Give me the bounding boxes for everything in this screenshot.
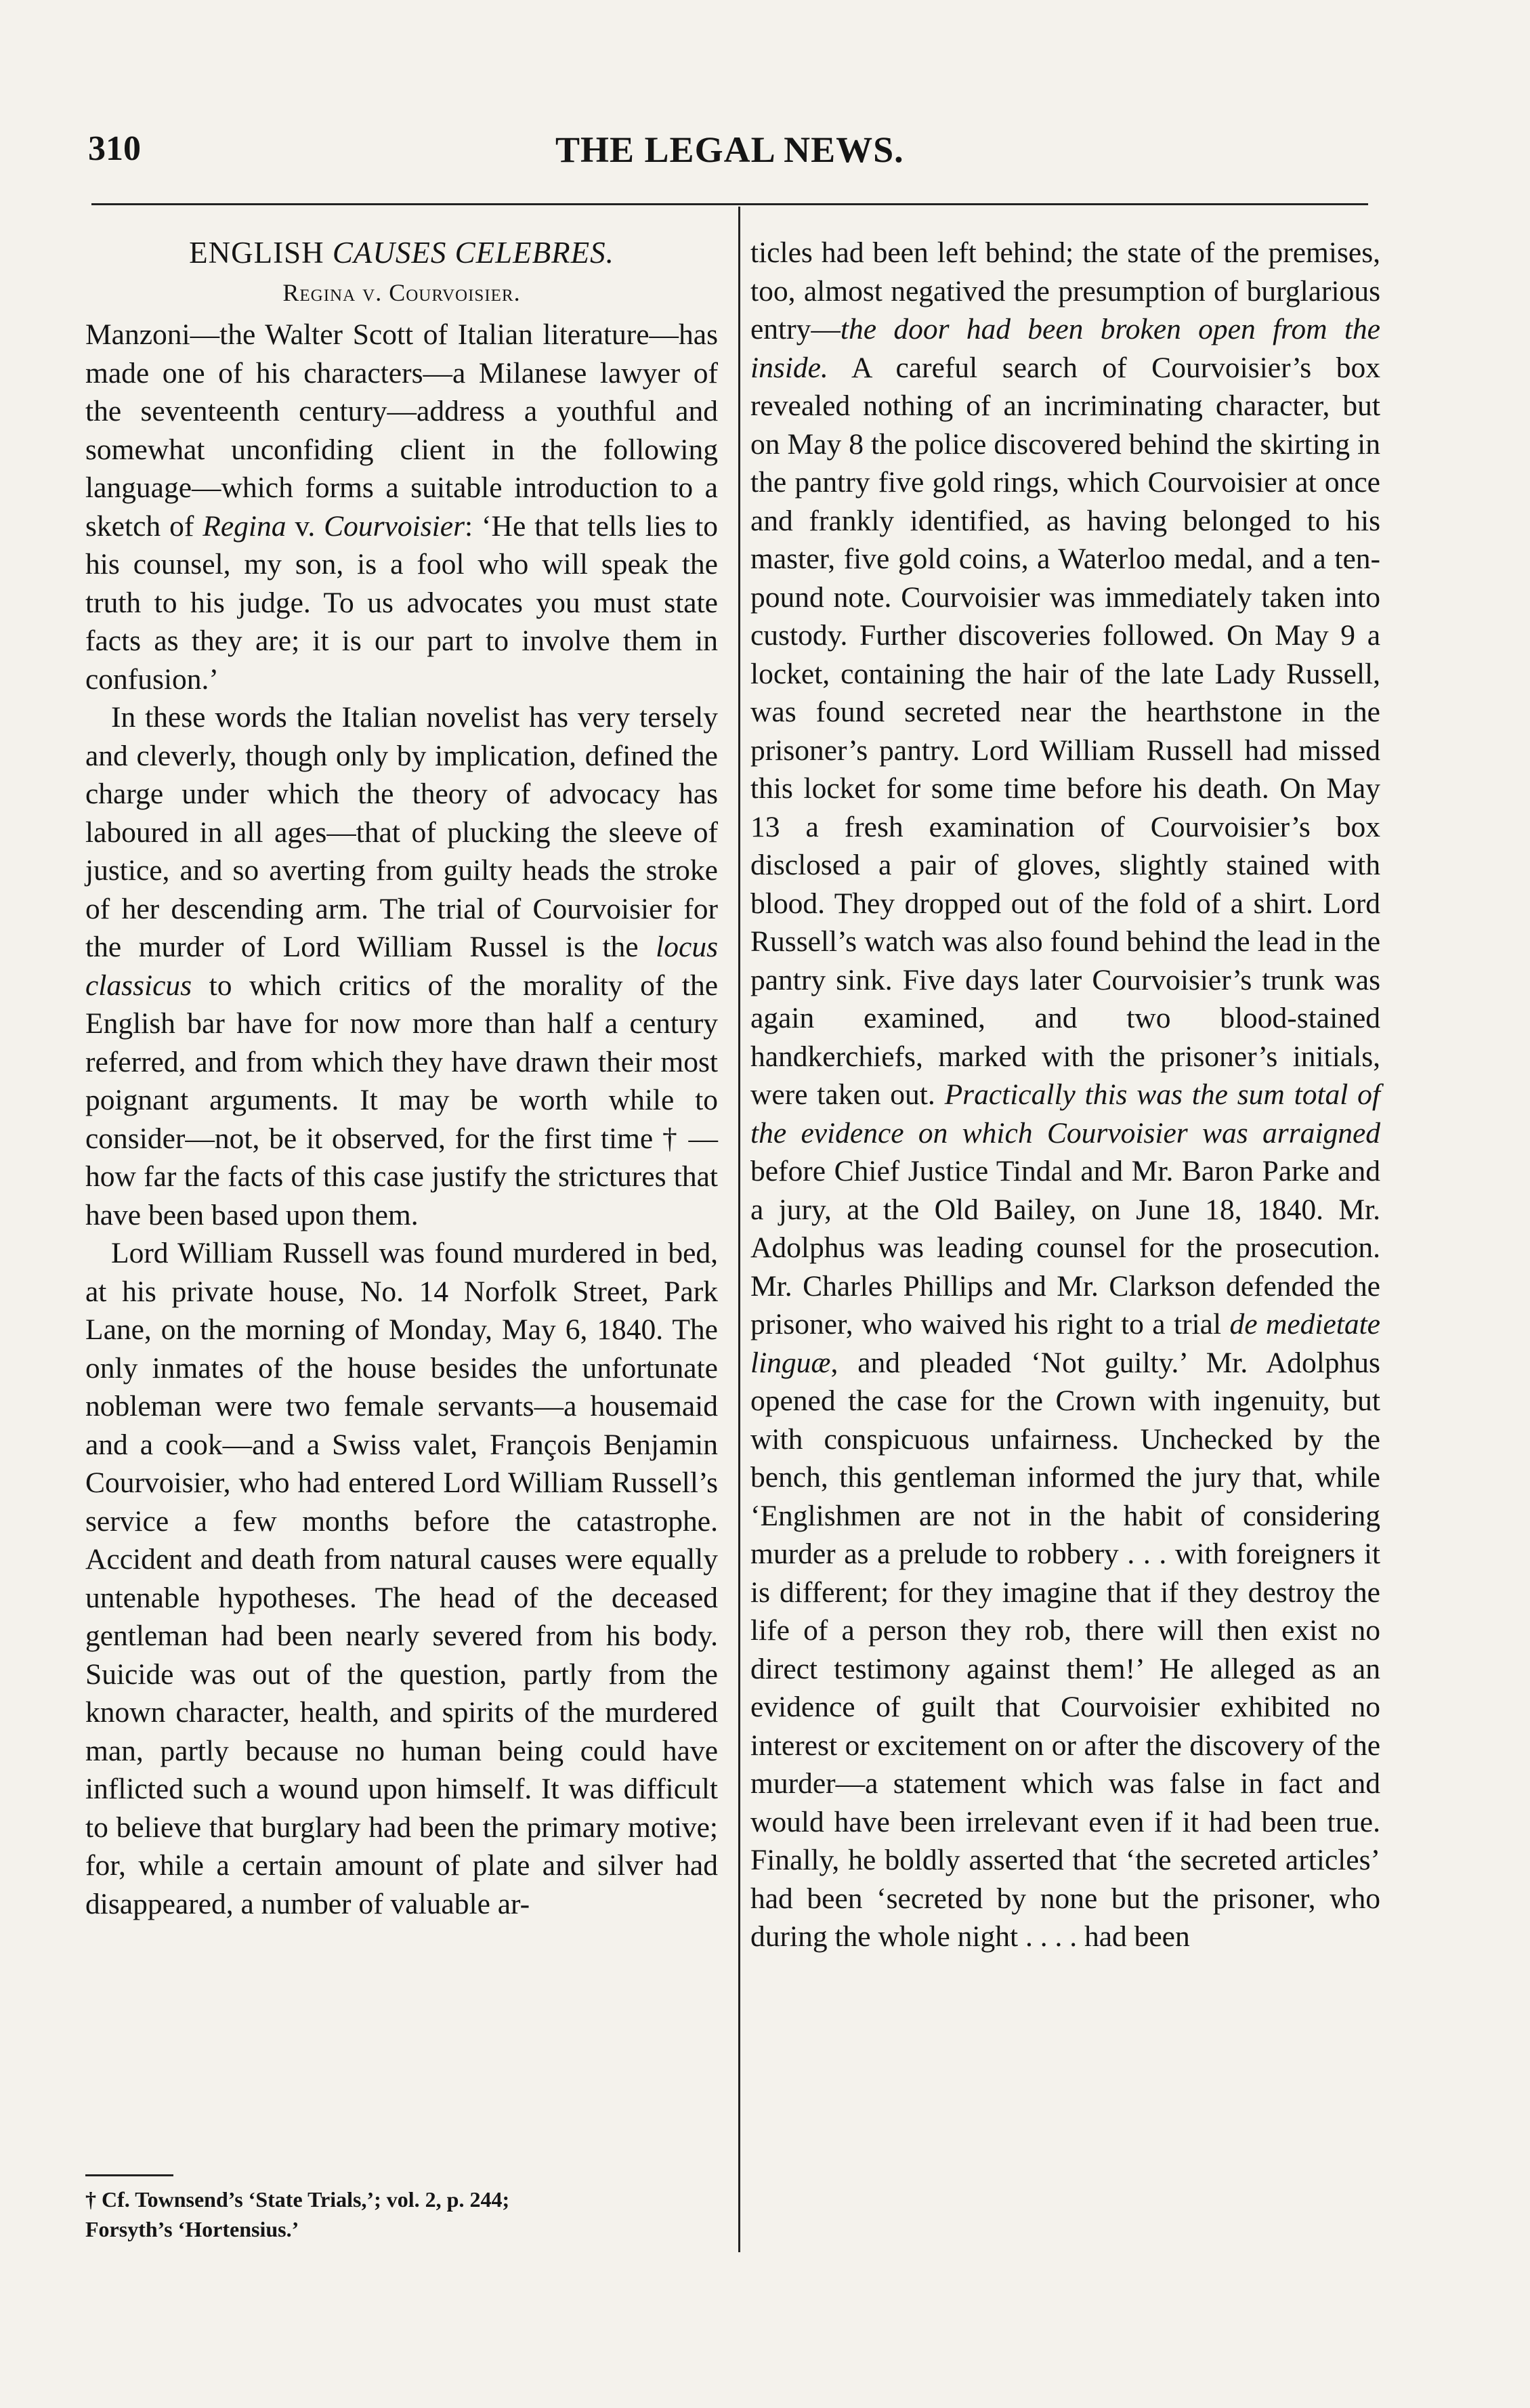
footnote — [85, 2184, 718, 2244]
paragraph-text: In these words the Italian novelist has very tersely and cleverly, though only by implication, defined the charge under which the theory of advocacy has laboured in all ages—that of plucking the sleeve of justice, and so averting from guilty heads the stroke of her descending arm. The trial of Courvoisier for the murder of Lord William Russel is the — [85, 701, 718, 963]
paragraph-text: : ‘He that tells lies to his counsel, my son, is a fool who will speak the truth to his judge. To us advocates you must state facts as they are; it is our part to involve them in confusion.’ — [85, 509, 718, 696]
article-title-plain: ENGLISH — [189, 236, 333, 270]
page-header — [88, 129, 1375, 183]
paragraph-text: v. — [286, 509, 324, 543]
paragraph-text: to which critics of the morality of the English bar have for now more than half a century referred, and from which they have drawn their most poignant arguments. It may be worth while to consider—not, be it observed, for the first time † —how far the facts of this case justify the strictures that have been based upon them. — [85, 969, 718, 1231]
right-column — [750, 234, 1380, 1956]
italic-phrase: locus classicus — [85, 931, 718, 1002]
left-column — [85, 234, 718, 1923]
page-number: 310 — [88, 129, 141, 168]
case-name: Regina — [203, 509, 286, 543]
italic-phrase: de medietate linguæ — [750, 1308, 1380, 1379]
running-title: THE LEGAL NEWS. — [555, 129, 904, 170]
paragraph-2 — [85, 698, 718, 1234]
footnote-rule — [85, 2174, 173, 2176]
article-title-italic: CAUSES CELEBRES. — [332, 236, 614, 270]
paragraph-text: ticles had been left behind; the state of the premises, too, almost negatived the presumption of burglarious entry— — [750, 236, 1380, 345]
column-divider — [738, 207, 740, 2252]
paragraph-text: , and pleaded ‘Not guilty.’ Mr. Adolphus opened the case for the Crown with ingenuity, but with conspicuous unfairness. Unchecked by the bench, this gentleman informed the jury that, while ‘Englishmen are not in the habit of considering murder as a prelude to robbery . . . with foreigners it is different; for they imagine that if they destroy the life of a person they rob, there will then exist no direct testimony against them!’ He alleged as an evidence of guilt that Courvoisier exhibited no interest or excitement on or after the discovery of the murder—a statement which was false in fact and would have been irrelevant even if it had been true. Finally, he boldly asserted that ‘the secreted articles’ had been ‘secreted by none but the prisoner, who during the whole night . . . . had been — [750, 1346, 1380, 1953]
case-name: Courvoisier — [324, 509, 465, 543]
paragraph-3: Lord William Russell was found murdered in bed, at his private house, No. 14 Norfolk Street, Park Lane, on the morning of Monday, May 6, 1840. The only inmates of the house besides the unfortunate nobleman were two female servants—a housemaid and a cook—and a Swiss valet, François Benjamin Courvoisier, who had entered Lord William Russell’s service a few months before the catastrophe. Accident and death from natural causes were equally untenable hypotheses. The head of the deceased gentleman had been nearly severed from his body. Suicide was out of the question, partly from the known character, health, and spirits of the murdered man, partly because no human being could have inflicted such a wound upon himself. It was difficult to believe that burglary had been the primary motive; for, while a certain amount of plate and silver had disappeared, a number of valuable ar- — [85, 1237, 718, 1920]
italic-phrase: Practically this was the sum total of the evidence on which Courvoisier was arraigned — [750, 1078, 1380, 1149]
paragraph-text: A careful search of Courvoisier’s box revealed nothing of an incriminating character, but on May 8 the police discovered behind the skirting in the pantry five gold rings, which Courvoisier at once and frankly identified, as having belonged to his master, five gold coins, a Waterloo medal, and a ten-pound note. Courvoisier was immediately taken into custody. Further discoveries followed. On May 9 a locket, containing the hair of the late Lady Russell, was found secreted near the hearthstone in the prisoner’s pantry. Lord William Russell had missed this locket for some time before his death. On May 13 a fresh examination of Courvoisier’s box disclosed a pair of gloves, slightly stained with blood. They dropped out of the fold of a shirt. Lord Russell’s watch was also found behind the lead in the pantry sink. Five days later Courvoisier’s trunk was again examined, and two blood-stained handkerchiefs, marked with the prisoner’s initials, were taken out. — [750, 351, 1380, 1111]
footnote-line: † Cf. Townsend’s ‘State Trials,’; vol. 2, p. 244; — [85, 2187, 510, 2212]
header-rule — [91, 203, 1368, 205]
article-subtitle: Regina v. Courvoisier. — [282, 278, 521, 306]
paragraph-text: before Chief Justice Tindal and Mr. Baron Parke and a jury, at the Old Bailey, on June 18, 1840. Mr. Adolphus was leading counsel for the prosecution. Mr. Charles Phillips and Mr. Clarkson defended the prisoner, who waived his right to a trial — [750, 1155, 1380, 1340]
paragraph-text: Manzoni—the Walter Scott of Italian literature—has made one of his characters—a Milanese lawyer of the seventeenth century—address a youthful and somewhat unconfiding client in the following language—which forms a suitable introduction to a sketch of — [85, 318, 718, 543]
italic-phrase: the door had been broken open from the inside. — [750, 313, 1380, 384]
paragraph-1 — [85, 316, 718, 698]
paragraph-continued — [750, 234, 1380, 1956]
footnote-line: Forsyth’s ‘Hortensius.’ — [85, 2217, 299, 2241]
article-title — [85, 234, 718, 272]
